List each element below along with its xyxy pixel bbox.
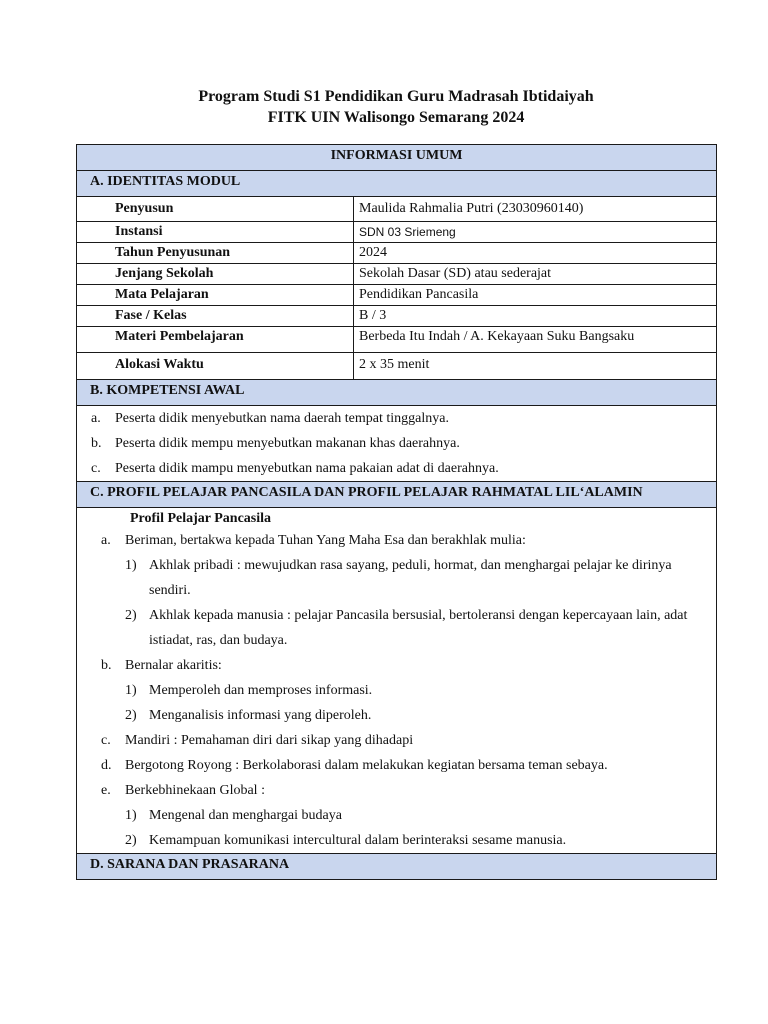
profile-subheading: Profil Pelajar Pancasila — [130, 511, 272, 526]
list-marker: 1) — [125, 808, 137, 823]
list-item — [77, 431, 716, 456]
identity-row — [77, 197, 717, 222]
identity-row — [77, 327, 717, 353]
identity-value: SDN 03 Sriemeng — [354, 222, 717, 243]
section-c-band — [77, 482, 717, 508]
section-c-heading: C. PROFIL PELAJAR PANCASILA DAN PROFIL PELAJAR RAHMATAL LIL‘ALAMIN — [90, 485, 643, 500]
identity-value: Maulida Rahmalia Putri (23030960140) — [354, 197, 717, 222]
list-marker: 2) — [125, 608, 137, 623]
list-item — [77, 753, 716, 778]
list-text: Peserta didik mampu menyebutkan nama pakaian adat di daerahnya. — [115, 461, 499, 476]
header-program: Program Studi S1 Pendidikan Guru Madrasah Ibtidaiyah — [198, 88, 594, 105]
list-text: Memperoleh dan memproses informasi. — [149, 683, 373, 698]
list-text: Menganalisis informasi yang diperoleh. — [149, 708, 372, 723]
list-marker: c. — [91, 461, 101, 476]
identity-label: Penyusun — [77, 197, 354, 222]
identity-row — [77, 285, 717, 306]
header-faculty: FITK UIN Walisongo Semarang 2024 — [267, 109, 525, 126]
list-marker: b. — [101, 658, 112, 673]
identity-label: Tahun Penyusunan — [77, 243, 354, 264]
sub-list-item — [77, 703, 716, 728]
list-text: Mengenal dan menghargai budaya — [149, 808, 342, 823]
identity-value: Pendidikan Pancasila — [354, 285, 717, 306]
list-item — [77, 406, 716, 431]
list-item — [77, 456, 716, 481]
list-text: Peserta didik mempu menyebutkan makanan khas daerahnya. — [115, 436, 460, 451]
identity-row — [77, 222, 717, 243]
list-marker: e. — [101, 783, 111, 798]
list-text: Bergotong Royong : Berkolaborasi dalam melakukan kegiatan bersama teman sebaya. — [125, 758, 608, 773]
list-text: Akhlak pribadi : mewujudkan rasa sayang, peduli, hormat, dan menghargai pelajar ke dirinya sendiri. — [149, 558, 672, 598]
profile-list — [77, 508, 717, 854]
identity-label: Materi Pembelajaran — [77, 327, 354, 353]
list-marker: 2) — [125, 708, 137, 723]
section-a-heading: A. IDENTITAS MODUL — [90, 174, 241, 189]
list-item — [77, 728, 716, 753]
list-text: Beriman, bertakwa kepada Tuhan Yang Maha Esa dan berakhlak mulia: — [125, 533, 526, 548]
list-text: Berkebhinekaan Global : — [125, 783, 265, 798]
list-text: Mandiri : Pemahaman diri dari sikap yang dihadapi — [125, 733, 414, 748]
list-item — [77, 653, 716, 678]
identity-label: Jenjang Sekolah — [77, 264, 354, 285]
list-marker: 1) — [125, 558, 137, 573]
identity-label: Instansi — [77, 222, 354, 243]
list-item — [77, 778, 716, 803]
section-d-band — [77, 854, 717, 880]
list-marker: c. — [101, 733, 111, 748]
identity-value: 2024 — [354, 243, 717, 264]
list-item — [77, 528, 716, 553]
list-text: Bernalar akaritis: — [125, 658, 222, 673]
identity-value: Sekolah Dasar (SD) atau sederajat — [354, 264, 717, 285]
list-text: Kemampuan komunikasi intercultural dalam berinteraksi sesame manusia. — [149, 833, 567, 848]
identity-row — [77, 243, 717, 264]
sub-list-item — [77, 603, 716, 653]
sub-list-item — [77, 828, 716, 853]
sub-list-item — [77, 678, 716, 703]
sub-list-item — [77, 803, 716, 828]
list-marker: 1) — [125, 683, 137, 698]
list-marker: d. — [101, 758, 112, 773]
identity-row — [77, 353, 717, 380]
identity-value: 2 x 35 menit — [354, 353, 717, 380]
module-table — [76, 144, 717, 880]
identity-label: Alokasi Waktu — [77, 353, 354, 380]
competency-list — [77, 406, 717, 482]
info-umum-heading: INFORMASI UMUM — [330, 148, 463, 163]
list-marker: a. — [91, 411, 101, 426]
section-d-heading: D. SARANA DAN PRASARANA — [90, 857, 290, 872]
identity-value: B / 3 — [354, 306, 717, 327]
list-marker: 2) — [125, 833, 137, 848]
list-text: Peserta didik menyebutkan nama daerah tempat tinggalnya. — [115, 411, 449, 426]
section-a-band — [77, 171, 717, 197]
document-header — [76, 86, 716, 128]
list-marker: a. — [101, 533, 111, 548]
identity-label: Fase / Kelas — [77, 306, 354, 327]
sub-list-item — [77, 553, 716, 603]
section-b-heading: B. KOMPETENSI AWAL — [90, 383, 245, 398]
identity-value: Berbeda Itu Indah / A. Kekayaan Suku Bangsaku — [354, 327, 717, 353]
info-umum-band — [77, 145, 717, 171]
list-marker: b. — [91, 436, 102, 451]
section-b-band — [77, 380, 717, 406]
identity-label: Mata Pelajaran — [77, 285, 354, 306]
list-text: Akhlak kepada manusia : pelajar Pancasila bersusial, bertoleransi dengan kepercayaan lain, adat istiadat, ras, dan budaya. — [149, 608, 688, 648]
identity-row — [77, 264, 717, 285]
identity-row — [77, 306, 717, 327]
